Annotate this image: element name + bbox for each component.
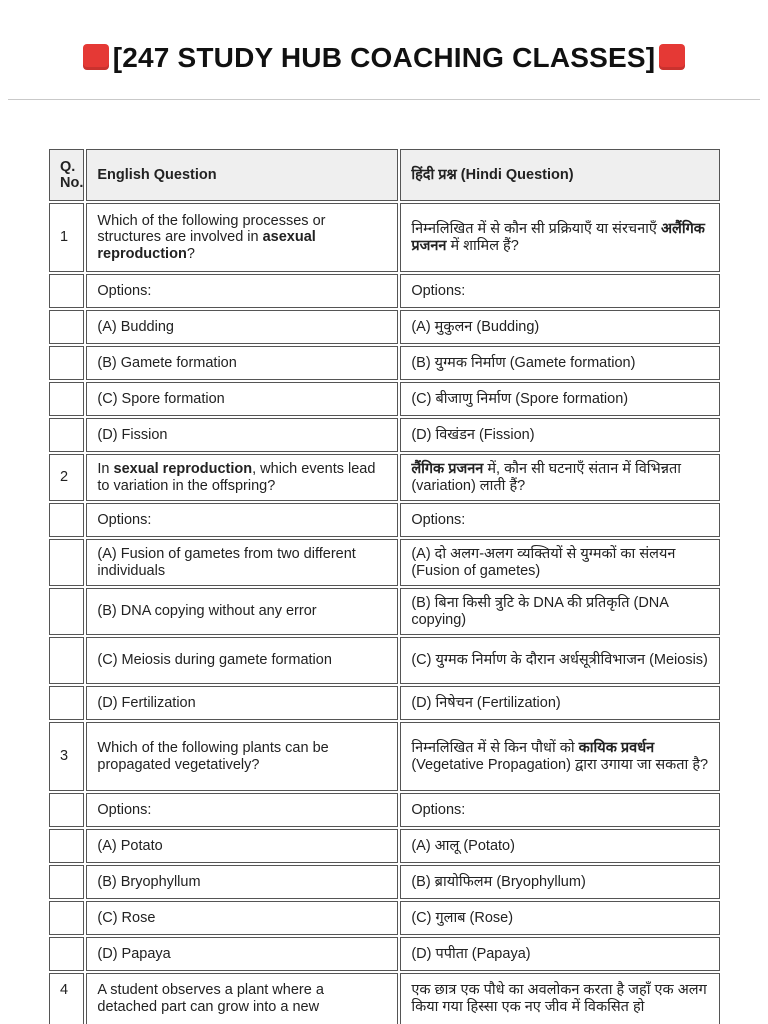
option-en: (B) DNA copying without any error [86,588,398,635]
option-row [49,901,720,935]
option-hi: (A) आलू (Potato) [400,829,720,863]
empty-cell [49,310,84,344]
empty-cell [49,418,84,452]
options-label: Options: [86,274,398,308]
option-hi: (A) मुकुलन (Budding) [400,310,720,344]
option-en: (B) Gamete formation [86,346,398,380]
option-en: (D) Fission [86,418,398,452]
red-square-icon [83,44,109,70]
hindi-question: निम्नलिखित में से किन पौधों को कायिक प्रवर्धन (Vegetative Propagation) द्वारा उगाया जा सकता है? [400,722,720,791]
options-label: Options: [400,274,720,308]
page-title [8,42,760,74]
options-label: Options: [86,503,398,537]
option-row [49,539,720,586]
empty-cell [49,829,84,863]
page-title-text: [247 STUDY HUB COACHING CLASSES] [112,42,656,73]
question-row-1 [49,203,720,272]
question-row-4 [49,973,720,1024]
question-number: 4 [49,973,84,1024]
option-row [49,346,720,380]
option-hi: (C) बीजाणु निर्माण (Spore formation) [400,382,720,416]
english-question: Which of the following processes or structures are involved in asexual reproduction? [86,203,398,272]
options-label: Options: [400,503,720,537]
empty-cell [49,937,84,971]
option-hi: (D) निषेचन (Fertilization) [400,686,720,720]
empty-cell [49,539,84,586]
options-label: Options: [86,793,398,827]
english-question: Which of the following plants can be propagated vegetatively? [86,722,398,791]
option-hi: (C) युग्मक निर्माण के दौरान अर्धसूत्रीविभाजन (Meiosis) [400,637,720,684]
option-hi: (B) ब्रायोफिलम (Bryophyllum) [400,865,720,899]
options-header-row [49,793,720,827]
header [8,0,760,100]
empty-cell [49,503,84,537]
red-square-icon [659,44,685,70]
options-header-row [49,503,720,537]
column-header-english: English Question [86,149,398,201]
column-header-qno: Q. No. [49,149,84,201]
empty-cell [49,793,84,827]
options-label: Options: [400,793,720,827]
question-number: 2 [49,454,84,501]
question-number: 3 [49,722,84,791]
empty-cell [49,382,84,416]
table-header-row [49,149,720,201]
question-row-2 [49,454,720,501]
question-row-3 [49,722,720,791]
hindi-question: निम्नलिखित में से कौन सी प्रक्रियाएँ या संरचनाएँ अलैंगिक प्रजनन में शामिल हैं? [400,203,720,272]
option-row [49,637,720,684]
empty-cell [49,865,84,899]
option-en: (B) Bryophyllum [86,865,398,899]
option-en: (C) Spore formation [86,382,398,416]
option-row [49,418,720,452]
option-en: (D) Fertilization [86,686,398,720]
option-en: (C) Rose [86,901,398,935]
option-hi: (B) युग्मक निर्माण (Gamete formation) [400,346,720,380]
question-table [47,147,722,1024]
english-question: In sexual reproduction, which events lead to variation in the offspring? [86,454,398,501]
option-hi: (A) दो अलग-अलग व्यक्तियों से युग्मकों का संलयन (Fusion of gametes) [400,539,720,586]
option-en: (A) Fusion of gametes from two different individuals [86,539,398,586]
option-row [49,865,720,899]
hindi-question: एक छात्र एक पौधे का अवलोकन करता है जहाँ एक अलग किया गया हिस्सा एक नए जीव में विकसित हो [400,973,720,1024]
option-hi: (D) पपीता (Papaya) [400,937,720,971]
hindi-question: लैंगिक प्रजनन में, कौन सी घटनाएँ संतान में विभिन्नता (variation) लाती हैं? [400,454,720,501]
option-en: (C) Meiosis during gamete formation [86,637,398,684]
english-question: A student observes a plant where a detached part can grow into a new [86,973,398,1024]
option-hi: (B) बिना किसी त्रुटि के DNA की प्रतिकृति (DNA copying) [400,588,720,635]
empty-cell [49,274,84,308]
empty-cell [49,901,84,935]
option-en: (A) Budding [86,310,398,344]
option-row [49,310,720,344]
empty-cell [49,346,84,380]
option-row [49,829,720,863]
option-row [49,588,720,635]
option-row [49,382,720,416]
option-row [49,937,720,971]
option-hi: (C) गुलाब (Rose) [400,901,720,935]
option-en: (D) Papaya [86,937,398,971]
column-header-hindi: हिंदी प्रश्न (Hindi Question) [400,149,720,201]
option-hi: (D) विखंडन (Fission) [400,418,720,452]
empty-cell [49,686,84,720]
empty-cell [49,637,84,684]
option-en: (A) Potato [86,829,398,863]
options-header-row [49,274,720,308]
question-number: 1 [49,203,84,272]
empty-cell [49,588,84,635]
option-row [49,686,720,720]
